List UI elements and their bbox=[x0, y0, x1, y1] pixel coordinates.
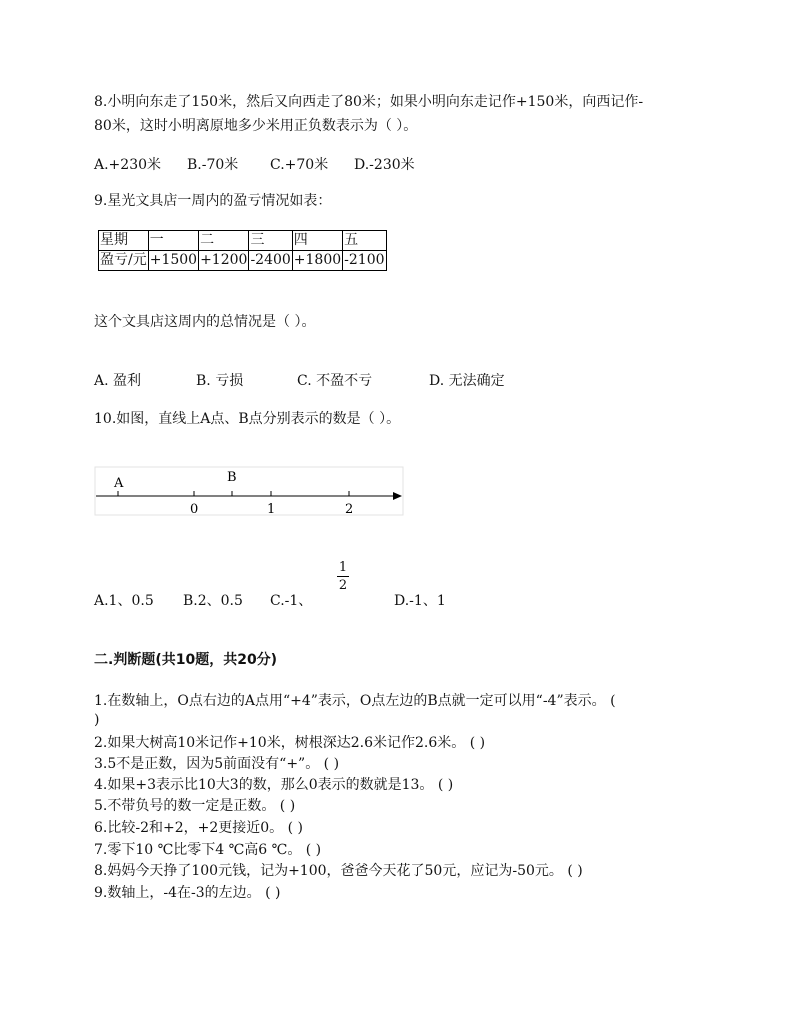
table-cell: 三 bbox=[249, 231, 292, 251]
judge-item-8: 8.妈妈今天挣了100元钱，记为+100，爸爸今天花了50元，应记为-50元。 ( ) bbox=[94, 863, 583, 879]
point-label-a: A bbox=[114, 476, 124, 491]
table-header-row bbox=[99, 231, 387, 251]
q9-option-b: B. 亏损 bbox=[196, 373, 244, 389]
table-cell: 盈亏/元 bbox=[99, 251, 149, 271]
table-cell: +1500 bbox=[148, 251, 198, 271]
q9-option-c: C. 不盈不亏 bbox=[297, 373, 373, 389]
judge-item-2: 2.如果大树高10米记作+10米，树根深达2.6米记作2.6米。 ( ) bbox=[94, 735, 486, 751]
table-cell: +1800 bbox=[292, 251, 342, 271]
q9-option-d: D. 无法确定 bbox=[429, 373, 505, 389]
judge-item-3: 3.5不是正数，因为5前面没有“+”。 ( ) bbox=[94, 756, 340, 772]
section-title: 二.判断题(共10题，共20分) bbox=[94, 652, 278, 668]
table-cell: 星期 bbox=[99, 231, 149, 251]
fraction-one-half bbox=[337, 560, 349, 593]
table-row bbox=[99, 251, 387, 271]
figure-border bbox=[95, 467, 403, 515]
table-cell: 五 bbox=[343, 231, 386, 251]
q9-option-a: A. 盈利 bbox=[94, 373, 142, 389]
table-cell: 二 bbox=[199, 231, 249, 251]
fraction-bar bbox=[337, 576, 349, 577]
fraction-denominator: 2 bbox=[338, 578, 348, 593]
q8-text-line2: 80米，这时小明离原地多少米用正负数表示为（ ）。 bbox=[94, 118, 418, 134]
arrowhead-icon bbox=[393, 492, 402, 500]
judge-item-1: 1.在数轴上，O点右边的A点用“+4”表示，O点左边的B点就一定可以用“-4”表示。 ( bbox=[94, 693, 616, 709]
judge-item-9: 9.数轴上，-4在-3的左边。 ( ) bbox=[94, 885, 281, 901]
q8-text-line1: 8.小明向东走了150米，然后又向西走了80米；如果小明向东走记作+150米，向西记作- bbox=[94, 94, 644, 110]
fraction-numerator: 1 bbox=[338, 560, 348, 575]
tick-label-0: 0 bbox=[190, 502, 199, 516]
table-cell: 四 bbox=[292, 231, 342, 251]
point-label-b: B bbox=[227, 470, 237, 485]
q8-option-c: C.+70米 bbox=[270, 157, 329, 173]
judge-item-5: 5.不带负号的数一定是正数。 ( ) bbox=[94, 798, 296, 814]
profit-loss-table bbox=[98, 230, 387, 271]
judge-item-6: 6.比较-2和+2，+2更接近0。 ( ) bbox=[94, 820, 304, 836]
judge-item-4: 4.如果+3表示比10大3的数，那么0表示的数就是13。 ( ) bbox=[94, 777, 454, 793]
table-cell: -2100 bbox=[343, 251, 386, 271]
q10-option-c: C.-1、 bbox=[270, 593, 313, 609]
number-line-figure bbox=[94, 466, 404, 516]
q8-option-b: B.-70米 bbox=[187, 157, 239, 173]
q8-option-a: A.+230米 bbox=[94, 157, 162, 173]
q10-option-d: D.-1、1 bbox=[394, 593, 446, 609]
q10-option-b: B.2、0.5 bbox=[183, 593, 243, 609]
judge-item-1-cont: ) bbox=[94, 712, 100, 728]
table-cell: +1200 bbox=[199, 251, 249, 271]
q9-question: 这个文具店这周内的总情况是（ ）。 bbox=[94, 314, 316, 330]
judge-item-7: 7.零下10 ℃比零下4 ℃高6 ℃。 ( ) bbox=[94, 842, 322, 858]
tick-label-1: 1 bbox=[267, 502, 276, 516]
table-cell: -2400 bbox=[249, 251, 292, 271]
tick-label-2: 2 bbox=[345, 502, 354, 516]
q10-option-a: A.1、0.5 bbox=[94, 593, 154, 609]
table-cell: 一 bbox=[148, 231, 198, 251]
q9-prompt: 9.星光文具店一周内的盈亏情况如表： bbox=[94, 193, 332, 209]
q10-prompt: 10.如图，直线上A点、B点分别表示的数是（ ）。 bbox=[94, 411, 401, 427]
q8-option-d: D.-230米 bbox=[354, 157, 415, 173]
